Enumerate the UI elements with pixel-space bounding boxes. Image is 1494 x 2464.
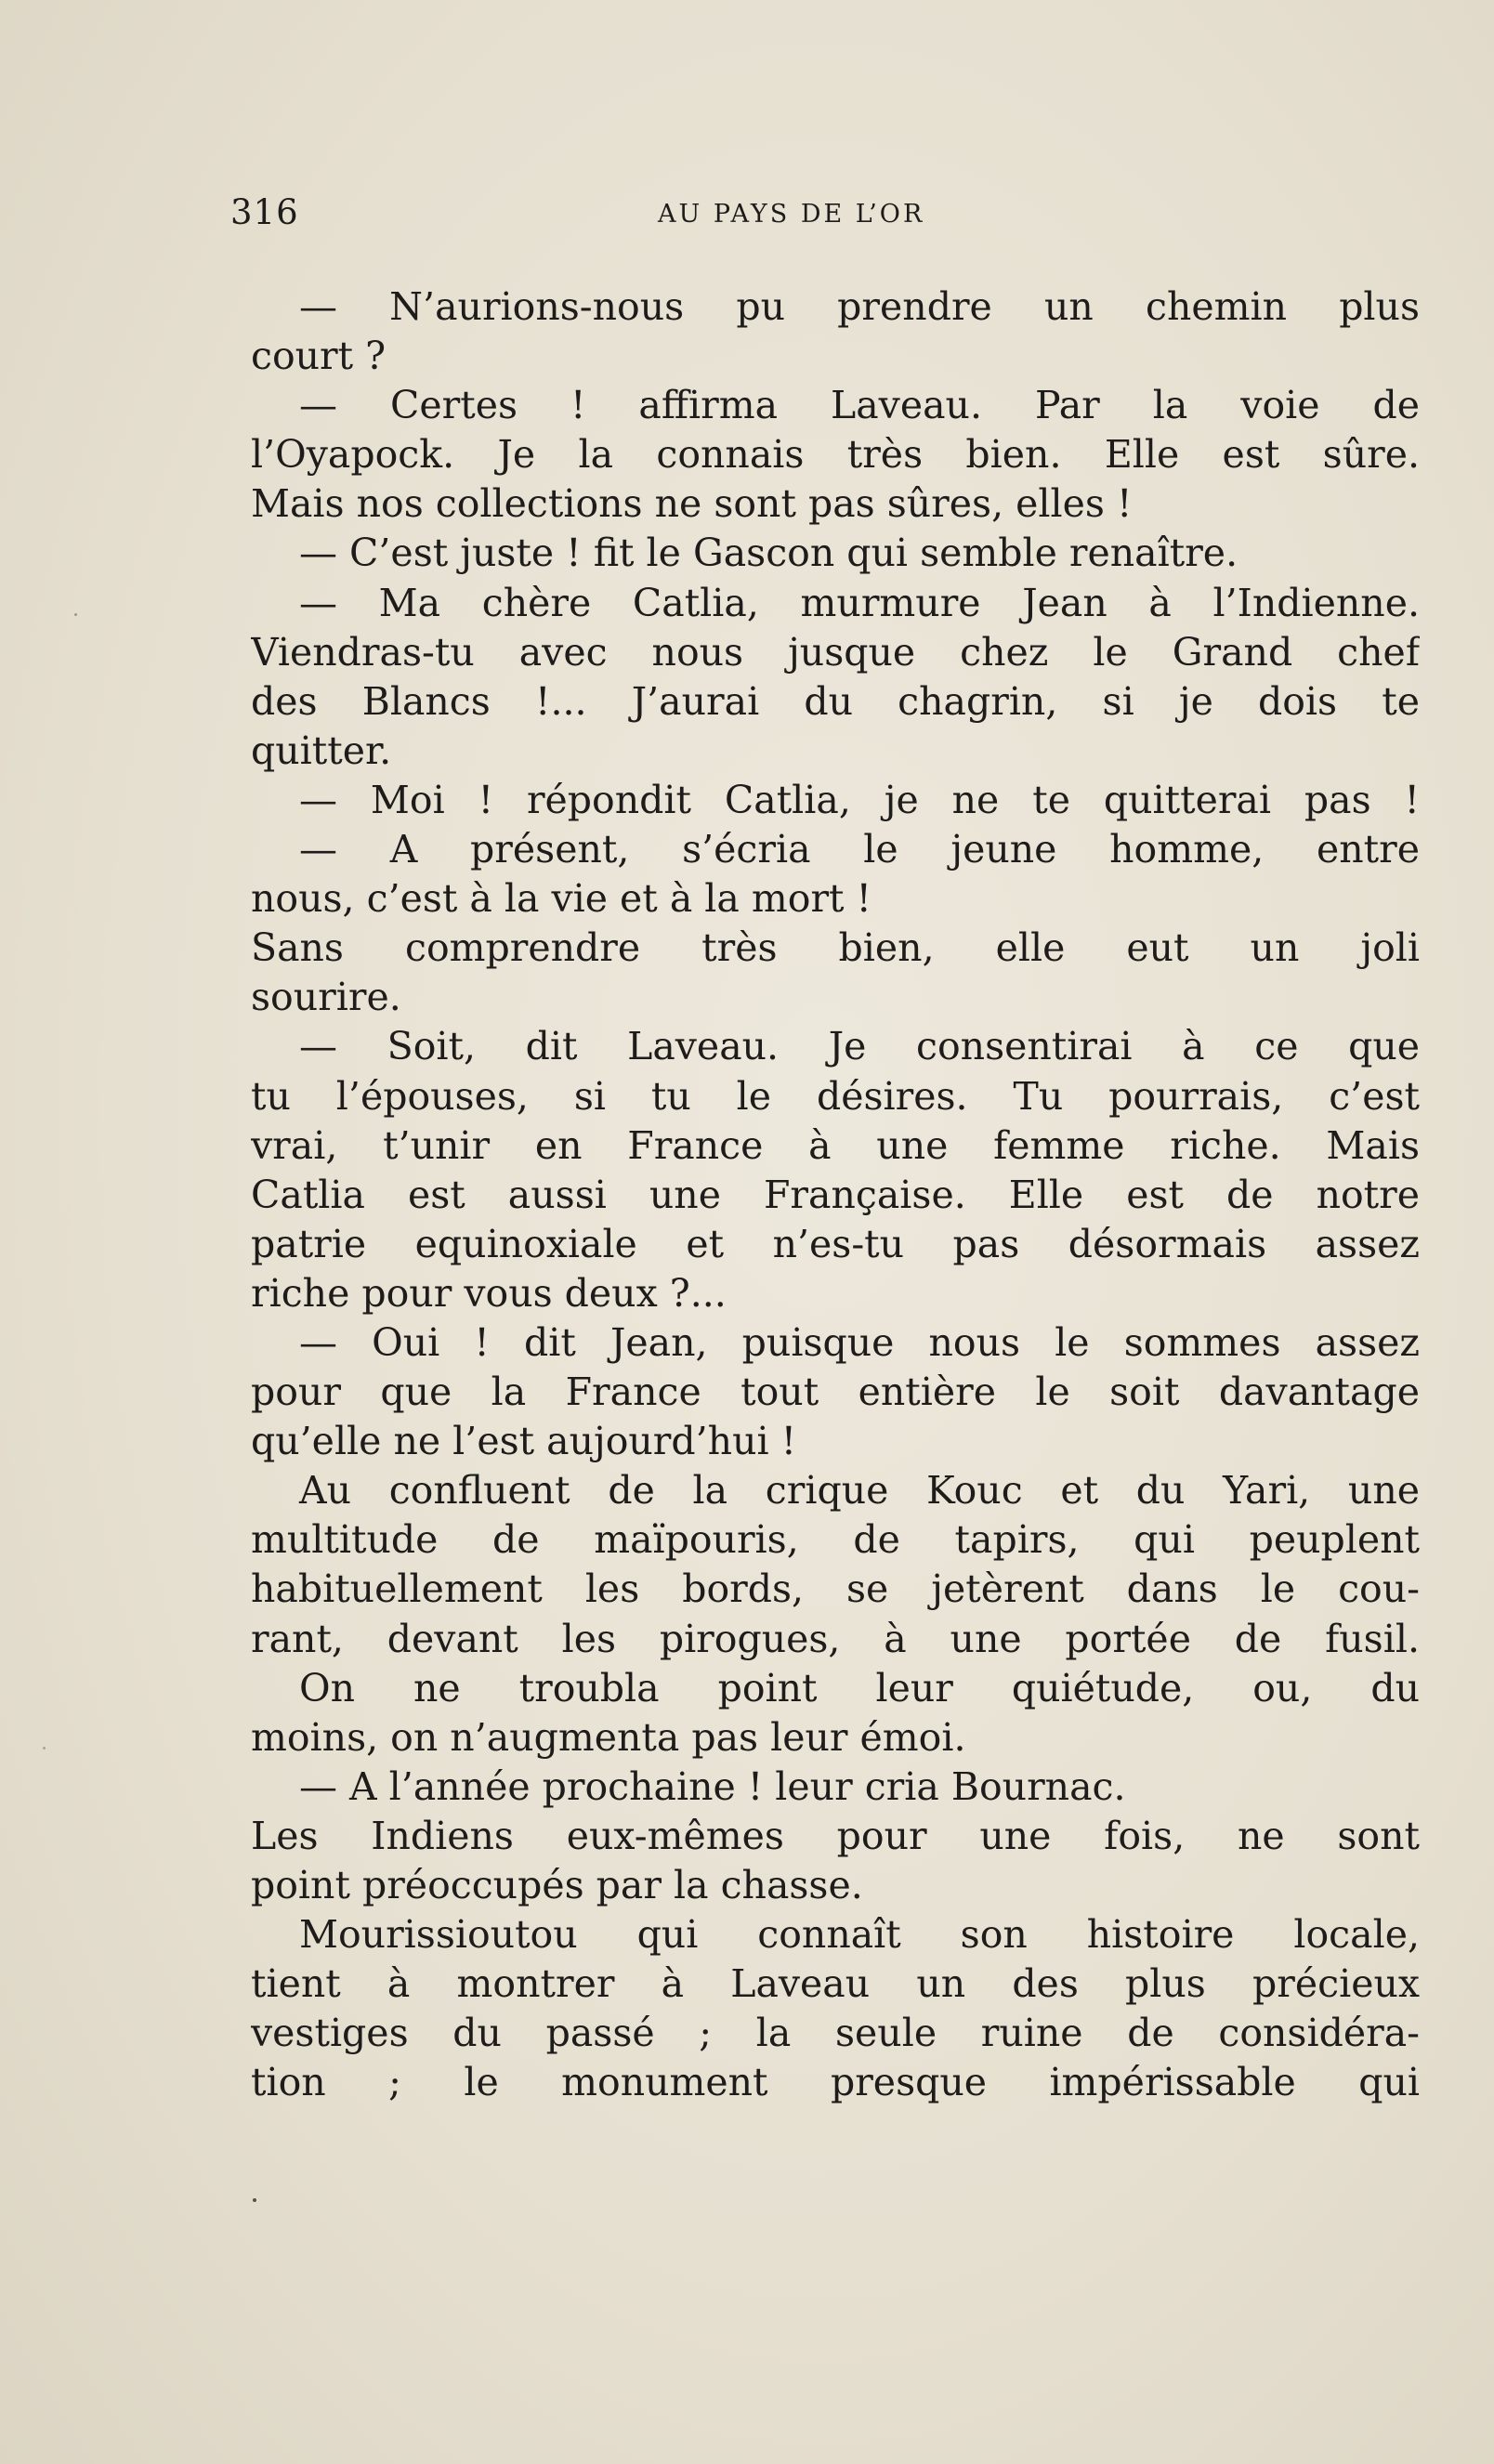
text-line: — Certes ! affirma Laveau. Par la voie de [299,383,1420,428]
text-line: tient à montrer à Laveau un des plus précieux [251,1961,1420,2007]
print-speck [253,2198,256,2202]
print-speck [74,613,77,616]
body-text [251,282,1420,2107]
text-line: sourire. [251,975,401,1020]
text-line: — A l’année prochaine ! leur cria Bournac. [299,1763,1126,1809]
text-line: habituellement les bords, se jetèrent dans le cou- [251,1566,1420,1612]
text-line: — C’est juste ! fit le Gascon qui semble renaître. [299,531,1238,576]
text-line: nous, c’est à la vie et à la mort ! [251,876,872,922]
text-line: point préoccupés par la chasse. [251,1863,863,1907]
text-line: riche pour vous deux ?... [251,1270,727,1316]
print-speck [43,1747,46,1750]
text-line: patrie equinoxiale et n’es-tu pas désormais assez [251,1221,1420,1266]
text-line: qu’elle ne l’est aujourd’hui ! [251,1419,797,1464]
text-line: quitter. [251,727,392,773]
text-line: court ? [251,334,387,379]
text-line: l’Oyapock. Je la connais très bien. Elle est sûre. [251,432,1420,478]
text-line: Mais nos collections ne sont pas sûres, elles ! [251,481,1133,527]
text-line: — A présent, s’écria le jeune homme, entre [299,827,1420,872]
text-line: On ne troubla point leur quiétude, ou, du [299,1665,1420,1710]
text-line: Les Indiens eux-mêmes pour une fois, ne sont [251,1813,1420,1858]
text-line: Sans comprendre très bien, elle eut un joli [251,925,1420,971]
text-line: rant, devant les pirogues, à une portée de fusil. [251,1616,1420,1661]
text-line: Viendras-tu avec nous jusque chez le Grand chef [251,629,1420,675]
page-header [230,190,1438,236]
page-number: 316 [230,192,299,232]
text-line: — Moi ! répondit Catlia, je ne te quitterai pas ! [299,777,1420,822]
text-line: tu l’épouses, si tu le désires. Tu pourrais, c’est [251,1073,1420,1119]
text-line: pour que la France tout entière le soit davantage [251,1370,1420,1415]
text-line: — N’aurions-nous pu prendre un chemin plus [299,284,1420,329]
text-line: Au confluent de la crique Kouc et du Yari, une [299,1468,1420,1514]
text-line: — Ma chère Catlia, murmure Jean à l’Indienne. [299,580,1420,625]
text-line: moins, on n’augmenta pas leur émoi. [251,1714,966,1760]
text-line: tion ; le monument presque impérissable qui [251,2060,1420,2105]
text-line: vestiges du passé ; la seule ruine de considéra- [251,2011,1420,2056]
text-line: — Soit, dit Laveau. Je consentirai à ce que [299,1024,1420,1069]
text-line: multitude de maïpouris, de tapirs, qui peuplent [251,1517,1420,1563]
running-title: AU PAYS DE L’OR [658,200,925,229]
text-line: — Oui ! dit Jean, puisque nous le sommes assez [299,1319,1420,1365]
text-line: Mourissioutou qui connaît son histoire locale, [299,1912,1420,1958]
text-line: des Blancs !... J’aurai du chagrin, si je dois te [251,678,1420,724]
text-line: Catlia est aussi une Française. Elle est de notre [251,1172,1420,1217]
text-line: vrai, t’unir en France à une femme riche. Mais [251,1122,1420,1168]
